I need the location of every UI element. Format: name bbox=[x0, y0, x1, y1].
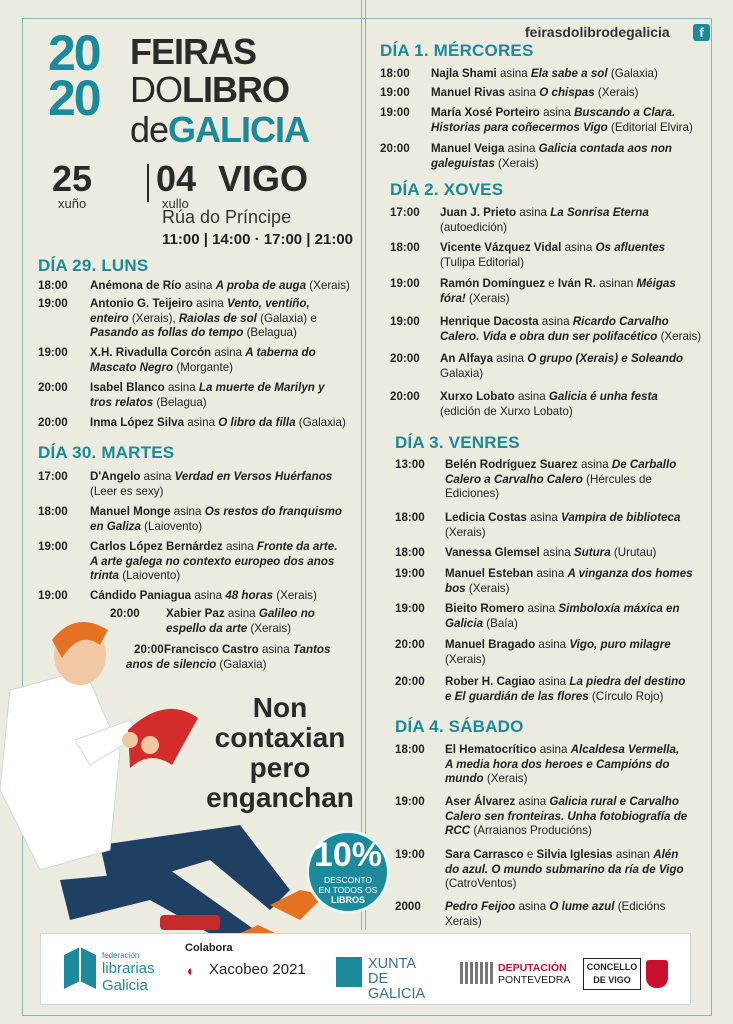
schedule-event bbox=[395, 900, 710, 931]
day-title: DÍA 2. XOVES bbox=[390, 180, 504, 199]
event-description: X.H. Rivadulla Corcón asina A taberna do Mascato Negro (Morgante) bbox=[90, 346, 316, 374]
city-name: VIGO bbox=[218, 158, 309, 199]
schedule-event bbox=[395, 795, 710, 841]
event-time: 19:00 bbox=[38, 297, 68, 310]
day-title: DÍA 29. LUNS bbox=[38, 256, 149, 275]
event-description: Vicente Vázquez Vidal asina Os afluentes (Tulipa Editorial) bbox=[440, 241, 666, 269]
schedule-event bbox=[390, 241, 710, 272]
schedule-event bbox=[380, 67, 710, 84]
slogan-line: contaxian bbox=[214, 722, 346, 753]
event-description: Rober H. Cagiao asina La piedra del destino e El guardián de las flores (Círculo Rojo) bbox=[445, 675, 686, 703]
event-description: Juan J. Prieto asina La Sonrisa Eterna (autoedición) bbox=[440, 206, 649, 234]
event-description: Manuel Monge asina Os restos do franquismo en Galiza (Laiovento) bbox=[90, 505, 342, 533]
event-time: 19:00 bbox=[380, 86, 410, 99]
event-time: 18:00 bbox=[395, 743, 425, 756]
schedule-event bbox=[395, 675, 710, 706]
schedule-event bbox=[395, 638, 710, 669]
schedule-event bbox=[38, 297, 358, 343]
event-time: 18:00 bbox=[395, 511, 425, 524]
facebook-icon[interactable]: f bbox=[693, 24, 710, 41]
day-title: DÍA 3. VENRES bbox=[395, 433, 520, 452]
schedule-event bbox=[38, 416, 358, 433]
event-description: Henrique Dacosta asina Ricardo Carvalho Calero. Vida e obra dun ser polifacético (Xerais) bbox=[440, 315, 702, 343]
book-stack-icon bbox=[62, 945, 98, 991]
schedule-event bbox=[38, 540, 358, 586]
xunta-emblem-icon bbox=[336, 957, 362, 987]
event-time: 19:00 bbox=[38, 589, 68, 602]
event-description: Sara Carrasco e Silvia Iglesias asinan Alén do azul. O mundo submarino da ría de Vigo (CatroVentos) bbox=[445, 848, 684, 890]
start-day: 25 bbox=[52, 158, 93, 199]
xacobeo-logo: ◖ Xacobeo 2021 bbox=[185, 961, 306, 980]
end-day: 04 bbox=[156, 158, 197, 199]
event-time: 19:00 bbox=[390, 277, 420, 290]
event-time: 20:00 bbox=[134, 643, 164, 656]
date-separator bbox=[147, 164, 149, 202]
schedule-event bbox=[380, 106, 710, 137]
event-time: 18:00 bbox=[38, 279, 68, 292]
event-time: 20:00 bbox=[380, 142, 410, 155]
event-description: Bieito Romero asina Simboloxía máxica en Galicia (Baía) bbox=[445, 602, 680, 630]
event-time: 20:00 bbox=[395, 638, 425, 651]
event-description: Inma López Silva asina O libro da filla (Galaxia) bbox=[90, 416, 346, 429]
event-description: Francisco Castro asina Tantos anos de silencio (Galaxia) bbox=[126, 643, 331, 671]
day-title: DÍA 4. SÁBADO bbox=[395, 717, 524, 736]
schedule-event bbox=[380, 86, 710, 103]
schedule-event bbox=[390, 352, 710, 383]
start-month: xuño bbox=[58, 196, 87, 211]
event-description: D'Angelo asina Verdad en Versos Huérfanos (Leer es sexy) bbox=[90, 470, 333, 498]
logo-line-feiras: FEIRAS bbox=[130, 31, 257, 72]
schedule-event bbox=[390, 315, 710, 346]
event-description: Cándido Paniagua asina 48 horas (Xerais) bbox=[90, 589, 317, 602]
event-description: Anémona de Río asina A proba de auga (Xerais) bbox=[90, 279, 350, 292]
schedule-event bbox=[395, 743, 710, 789]
event-time: 18:00 bbox=[38, 505, 68, 518]
event-description: Belén Rodríguez Suarez asina De Carballo Calero a Carvalho Calero (Hércules de Ediciones) bbox=[445, 458, 677, 500]
opening-hours: 11:00 | 14:00 · 17:00 | 21:00 bbox=[162, 231, 354, 248]
day-title: DÍA 1. MÉRCORES bbox=[380, 41, 534, 60]
deputacion-emblem-icon bbox=[460, 962, 494, 984]
schedule-event bbox=[38, 279, 358, 296]
event-description: El Hematocrítico asina Alcaldesa Vermella, A media hora dos heroes e Campións do mundo (Xerais) bbox=[445, 743, 680, 785]
event-description: Manuel Bragado asina Vigo, puro milagre (Xerais) bbox=[445, 638, 671, 666]
event-description: Vanessa Glemsel asina Sutura (Urutau) bbox=[445, 546, 657, 559]
schedule-event bbox=[395, 848, 710, 894]
schedule-event bbox=[38, 505, 358, 536]
event-time: 19:00 bbox=[395, 848, 425, 861]
deputacion-logo: DEPUTACIÓN PONTEVEDRA bbox=[460, 960, 575, 990]
slogan bbox=[200, 693, 360, 813]
event-description: Manuel Esteban asina A vinganza dos homes bos (Xerais) bbox=[445, 567, 693, 595]
column-divider-secondary bbox=[365, 0, 366, 930]
schedule-event bbox=[395, 511, 710, 542]
slogan-line: Non bbox=[252, 692, 308, 723]
event-description: An Alfaya asina O grupo (Xerais) e Soleando Galaxia) bbox=[440, 352, 684, 380]
vigo-shield-icon bbox=[646, 960, 668, 988]
event-time: 19:00 bbox=[380, 106, 410, 119]
event-description: Ledicia Costas asina Vampira de biblioteca (Xerais) bbox=[445, 511, 681, 539]
schedule-event bbox=[38, 381, 358, 412]
xacobeo-shell-icon: ◖ bbox=[185, 963, 195, 980]
event-description: Xurxo Lobato asina Galicia é unha festa (edición de Xurxo Lobato) bbox=[440, 390, 658, 418]
end-month: xullo bbox=[162, 196, 189, 211]
event-time: 20:00 bbox=[390, 390, 420, 403]
schedule-event bbox=[390, 206, 710, 237]
logo-year-bottom: 20 bbox=[48, 70, 100, 126]
schedule-event bbox=[38, 470, 358, 501]
event-description: Isabel Blanco asina La muerte de Marilyn y tros relatos (Belagua) bbox=[90, 381, 325, 409]
colabora-label: Colabora bbox=[185, 942, 233, 954]
logo-line-do-libro: DOLIBRO bbox=[130, 69, 289, 110]
event-time: 19:00 bbox=[390, 315, 420, 328]
logo-line-de-galicia: deGALICIA bbox=[130, 109, 310, 150]
event-description: Xabier Paz asina Galileo no espello da arte (Xerais) bbox=[166, 607, 315, 635]
event-description: Ramón Domínguez e Iván R. asinan Méigas fóra! (Xerais) bbox=[440, 277, 676, 305]
schedule-event bbox=[395, 546, 710, 563]
schedule-event bbox=[38, 346, 358, 377]
schedule-event bbox=[395, 602, 710, 633]
xunta-logo: XUNTA DE GALICIA bbox=[336, 957, 446, 993]
discount-badge bbox=[306, 830, 390, 914]
event-description: Carlos López Bernárdez asina Fronte da arte. A arte galega no contexto europeo dos anos trinta (Laiovento) bbox=[90, 540, 338, 582]
slogan-line: enganchan bbox=[206, 782, 354, 813]
event-time: 18:00 bbox=[380, 67, 410, 80]
column-divider bbox=[361, 0, 362, 930]
event-time: 19:00 bbox=[38, 346, 68, 359]
schedule-event bbox=[395, 458, 710, 504]
day-title: DÍA 30. MARTES bbox=[38, 443, 175, 462]
event-time: 20:00 bbox=[110, 607, 140, 620]
event-description: Aser Álvarez asina Galicia rural e Carvalho Calero sen fronteiras. Unha fotobiografía de RCC (Arraianos Producións) bbox=[445, 795, 688, 837]
event-description: Manuel Rivas asina O chispas (Xerais) bbox=[431, 86, 639, 99]
event-time: 20:00 bbox=[390, 352, 420, 365]
event-description: Pedro Feijoo asina O lume azul (Edicións Xerais) bbox=[445, 900, 666, 928]
event-time: 18:00 bbox=[395, 546, 425, 559]
schedule-event bbox=[390, 390, 710, 421]
logo-year-top: 20 bbox=[48, 25, 100, 81]
event-time: 19:00 bbox=[395, 567, 425, 580]
event-time: 17:00 bbox=[38, 470, 68, 483]
event-time: 20:00 bbox=[395, 675, 425, 688]
event-time: 20:00 bbox=[38, 416, 68, 429]
event-description: María Xosé Porteiro asina Buscando a Clara. Historias para coñecermos Vigo (Editorial Elvira) bbox=[431, 106, 693, 134]
discount-percent: 10% bbox=[313, 836, 383, 874]
event-time: 18:00 bbox=[390, 241, 420, 254]
venue-street: Rúa do Príncipe bbox=[162, 207, 292, 227]
discount-text: DESCONTO EN TODOS OS LIBROS bbox=[318, 875, 378, 905]
event-time: 17:00 bbox=[390, 206, 420, 219]
event-time: 19:00 bbox=[395, 602, 425, 615]
social-handle[interactable]: feirasdolibrodegalicia bbox=[525, 24, 670, 40]
event-time: 19:00 bbox=[395, 795, 425, 808]
feiras-logo bbox=[48, 25, 348, 160]
event-time: 19:00 bbox=[38, 540, 68, 553]
event-time: 2000 bbox=[395, 900, 421, 913]
event-time: 13:00 bbox=[395, 458, 425, 471]
schedule-event bbox=[395, 567, 710, 598]
concello-vigo-logo: CONCELLO DE VIGO bbox=[583, 958, 641, 990]
schedule-event bbox=[390, 277, 710, 308]
slogan-line: pero bbox=[249, 752, 311, 783]
event-description: Manuel Veiga asina Galicia contada aos non galeguistas (Xerais) bbox=[431, 142, 672, 170]
event-description: Najla Shami asina Ela sabe a sol (Galaxia) bbox=[431, 67, 658, 80]
event-time: 20:00 bbox=[38, 381, 68, 394]
schedule-event bbox=[380, 142, 710, 173]
event-description: Antonio G. Teijeiro asina Vento, ventiño, enteiro (Xerais), Raiolas de sol (Galaxia) e Pasando as follas do tempo (Belagua) bbox=[90, 297, 317, 339]
federacion-librarias-logo: federación librarias Galicia bbox=[62, 943, 172, 995]
